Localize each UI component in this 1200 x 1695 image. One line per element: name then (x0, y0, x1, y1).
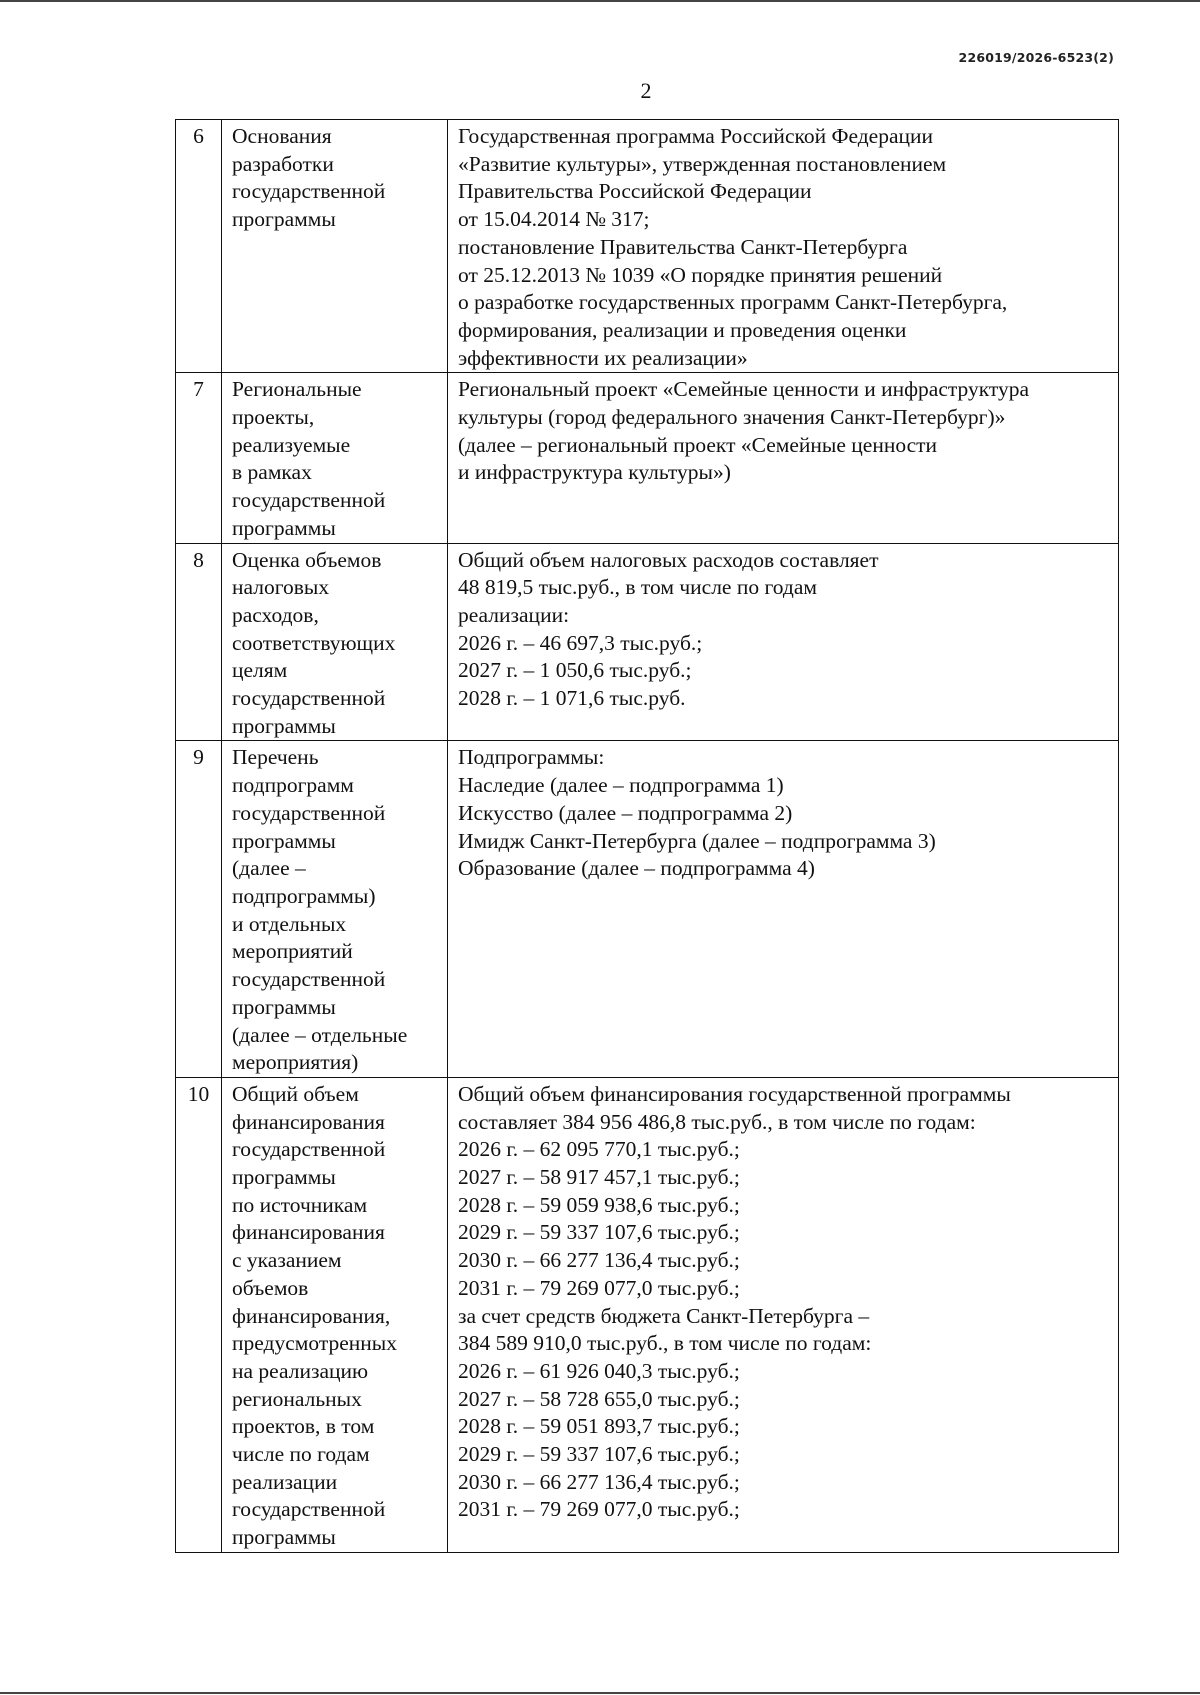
parameter-value-line: Правительства Российской Федерации (458, 179, 812, 204)
parameter-value-line: «Развитие культуры», утвержденная постановлением (458, 151, 947, 176)
parameter-name (222, 543, 448, 741)
parameter-name-line: и отдельных (232, 911, 347, 936)
parameter-name-line: государственной (232, 686, 386, 711)
parameter-name-line: (далее – отдельные (232, 1022, 408, 1047)
table-row (176, 373, 1119, 543)
parameter-value-line: 2027 г. – 58 728 655,0 тыс.руб.; (458, 1386, 740, 1411)
parameter-name-line: проектов, в том (232, 1414, 375, 1439)
parameter-value-line: Общий объем налоговых расходов составляет (458, 547, 879, 572)
parameter-value-line: и инфраструктура культуры») (458, 460, 731, 485)
parameter-value-line: 2031 г. – 79 269 077,0 тыс.руб.; (458, 1275, 740, 1300)
parameter-name-line: финансирования (232, 1220, 385, 1245)
parameter-value-line: Государственная программа Российской Федерации (458, 124, 934, 148)
row-number: 9 (176, 741, 222, 1077)
parameter-value-line: постановление Правительства Санкт-Петербурга (458, 234, 908, 259)
parameter-name-line: с указанием (232, 1248, 342, 1273)
parameter-value-line: 2028 г. – 59 059 938,6 тыс.руб.; (458, 1192, 740, 1217)
parameter-value-line: реализации: (458, 602, 570, 627)
parameter-name-line: числе по годам (232, 1442, 370, 1467)
parameter-value-line: Региональный проект «Семейные ценности и инфраструктура (458, 377, 1030, 402)
parameter-name-line: программы (232, 1165, 336, 1190)
parameter-value (448, 741, 1119, 1077)
parameter-name (222, 1077, 448, 1552)
parameter-name-line: реализуемые (232, 432, 351, 457)
parameter-name-line: соответствующих (232, 630, 396, 655)
parameter-value-line: (далее – региональный проект «Семейные ценности (458, 432, 938, 457)
parameter-value-line: 2026 г. – 46 697,3 тыс.руб.; (458, 630, 703, 655)
program-parameters-table (175, 119, 1119, 1553)
parameter-name-line: государственной (232, 1497, 386, 1522)
row-number: 10 (176, 1077, 222, 1552)
row-number: 6 (176, 120, 222, 373)
table-row (176, 120, 1119, 373)
parameter-name-line: в рамках (232, 460, 312, 485)
parameter-value-line: 384 589 910,0 тыс.руб., в том числе по годам: (458, 1331, 872, 1356)
parameter-value-line: 2027 г. – 1 050,6 тыс.руб.; (458, 658, 692, 683)
parameter-value-line: 48 819,5 тыс.руб., в том числе по годам (458, 575, 817, 600)
parameter-value-line: Образование (далее – подпрограмма 4) (458, 856, 815, 881)
parameter-name-line: Региональные (232, 377, 362, 402)
parameter-value (448, 1077, 1119, 1552)
parameter-name-line: государственной (232, 179, 386, 204)
parameter-name-line: разработки (232, 151, 334, 176)
parameter-value-line: 2029 г. – 59 337 107,6 тыс.руб.; (458, 1442, 740, 1467)
parameter-value-line: Имидж Санкт-Петербурга (далее – подпрограмма 3) (458, 828, 936, 853)
parameter-value-line: 2029 г. – 59 337 107,6 тыс.руб.; (458, 1220, 740, 1245)
parameter-value-line: 2027 г. – 58 917 457,1 тыс.руб.; (458, 1165, 740, 1190)
parameter-value-line: составляет 384 956 486,8 тыс.руб., в том числе по годам: (458, 1109, 976, 1134)
parameter-name-line: (далее – (232, 856, 306, 881)
row-number: 8 (176, 543, 222, 741)
row-number: 7 (176, 373, 222, 543)
parameter-name-line: предусмотренных (232, 1331, 397, 1356)
parameter-name (222, 373, 448, 543)
parameter-value-line: 2026 г. – 62 095 770,1 тыс.руб.; (458, 1137, 740, 1162)
parameter-value-line: 2026 г. – 61 926 040,3 тыс.руб.; (458, 1358, 740, 1383)
parameter-value-line: 2028 г. – 59 051 893,7 тыс.руб.; (458, 1414, 740, 1439)
parameter-name-line: на реализацию (232, 1358, 369, 1383)
parameter-value-line: от 25.12.2013 № 1039 «О порядке принятия решений (458, 262, 943, 287)
parameter-value-line: Общий объем финансирования государственной программы (458, 1081, 1011, 1106)
parameter-value-line: Искусство (далее – подпрограмма 2) (458, 800, 793, 825)
parameter-name-line: Перечень (232, 745, 319, 770)
parameter-value-line: о разработке государственных программ Санкт-Петербурга, (458, 290, 1008, 315)
parameter-name-line: программы (232, 713, 336, 738)
page-number: 2 (640, 78, 652, 103)
parameter-name-line: объемов (232, 1275, 309, 1300)
parameter-name-line: по источникам (232, 1192, 368, 1217)
parameter-name-line: программы (232, 515, 336, 540)
parameter-value (448, 373, 1119, 543)
parameter-name-line: финансирования, (232, 1303, 391, 1328)
parameter-name-line: подпрограмм (232, 773, 354, 798)
parameter-name-line: программы (232, 828, 336, 853)
scan-border-top (0, 0, 1200, 2)
parameter-name-line: региональных (232, 1386, 362, 1411)
parameter-name-line: финансирования (232, 1109, 385, 1134)
parameter-value-line: Подпрограммы: (458, 745, 605, 770)
parameter-value-line: 2030 г. – 66 277 136,4 тыс.руб.; (458, 1469, 740, 1494)
parameter-value-line: 2031 г. – 79 269 077,0 тыс.руб.; (458, 1497, 740, 1522)
scan-border-bottom (0, 1692, 1200, 1694)
parameter-value-line: за счет средств бюджета Санкт-Петербурга – (458, 1303, 870, 1328)
parameter-name-line: государственной (232, 800, 386, 825)
parameter-name-line: программы (232, 207, 336, 232)
parameter-name-line: Общий объем (232, 1081, 359, 1106)
parameter-name-line: Оценка объемов (232, 547, 382, 572)
parameter-name (222, 120, 448, 373)
parameter-value-line: эффективности их реализации» (458, 345, 748, 370)
parameter-name-line: подпрограммы) (232, 883, 376, 908)
parameter-name-line: проекты, (232, 405, 315, 430)
parameter-name (222, 741, 448, 1077)
parameter-value-line: культуры (город федерального значения Санкт-Петербург)» (458, 405, 1006, 430)
table-row (176, 1077, 1119, 1552)
document-code: 226019/2026-6523(2) (958, 50, 1114, 65)
parameter-value-line: 2028 г. – 1 071,6 тыс.руб. (458, 686, 686, 711)
parameter-name-line: мероприятий (232, 939, 353, 964)
parameter-value (448, 120, 1119, 373)
parameter-value (448, 543, 1119, 741)
parameter-name-line: целям (232, 658, 288, 683)
parameter-value-line: от 15.04.2014 № 317; (458, 207, 650, 232)
parameter-name-line: налоговых (232, 575, 330, 600)
parameter-value-line: 2030 г. – 66 277 136,4 тыс.руб.; (458, 1248, 740, 1273)
parameter-name-line: Основания (232, 124, 332, 148)
parameter-name-line: расходов, (232, 602, 319, 627)
parameter-value-line: Наследие (далее – подпрограмма 1) (458, 773, 784, 798)
parameter-name-line: программы (232, 1525, 336, 1550)
parameter-name-line: мероприятия) (232, 1050, 359, 1075)
table-row (176, 741, 1119, 1077)
parameter-name-line: программы (232, 994, 336, 1019)
table-row (176, 543, 1119, 741)
parameter-name-line: государственной (232, 1137, 386, 1162)
parameter-name-line: государственной (232, 488, 386, 513)
parameter-value-line: формирования, реализации и проведения оценки (458, 317, 907, 342)
parameter-name-line: реализации (232, 1469, 338, 1494)
parameter-name-line: государственной (232, 967, 386, 992)
table-body (176, 120, 1119, 1553)
